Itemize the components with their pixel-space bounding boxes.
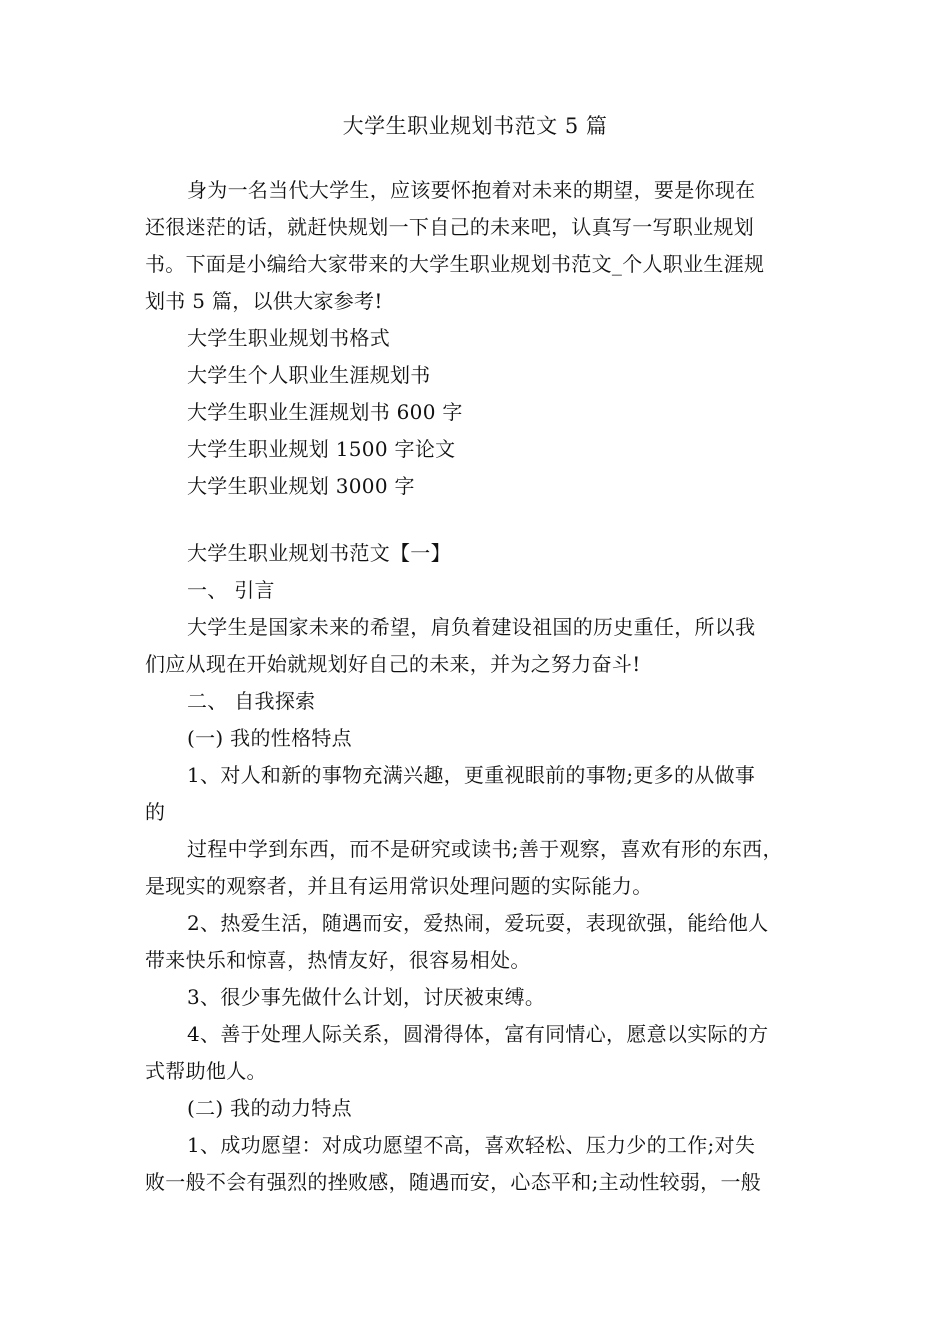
toc-item: 大学生职业规划书格式	[187, 326, 390, 350]
subsection-heading: 一、 引言	[187, 578, 275, 602]
intro-line: 还很迷茫的话，就赶快规划一下自己的未来吧，认真写一写职业规划	[145, 215, 754, 239]
intro-line: 身为一名当代大学生，应该要怀抱着对未来的期望，要是你现在	[187, 178, 756, 202]
subsection-heading: 二、 自我探索	[187, 689, 316, 713]
document-title: 大学生职业规划书范文 5 篇	[342, 114, 608, 138]
paragraph-line: 的	[145, 800, 166, 824]
paragraph-line: 1、成功愿望：对成功愿望不高，喜欢轻松、压力少的工作;对失	[187, 1133, 756, 1157]
paragraph-line: 败一般不会有强烈的挫败感，随遇而安，心态平和;主动性较弱，一般	[145, 1170, 762, 1194]
paragraph-line: 3、很少事先做什么计划，讨厌被束缚。	[187, 985, 546, 1009]
paragraph-line: 大学生是国家未来的希望，肩负着建设祖国的历史重任，所以我	[187, 615, 756, 639]
paragraph-line: 过程中学到东西，而不是研究或读书;善于观察，喜欢有形的东西，	[187, 837, 783, 861]
paragraph-line: 是现实的观察者，并且有运用常识处理问题的实际能力。	[145, 874, 653, 898]
intro-line: 书。下面是小编给大家带来的大学生职业规划书范文_个人职业生涯规	[145, 252, 765, 276]
paragraph-line: 们应从现在开始就规划好自己的未来，并为之努力奋斗!	[145, 652, 641, 676]
toc-item: 大学生职业规划 3000 字	[187, 474, 415, 498]
intro-line: 划书 5 篇，以供大家参考!	[145, 289, 383, 313]
subsubsection-heading: (一) 我的性格特点	[187, 726, 352, 750]
spacer	[145, 505, 810, 535]
toc-item: 大学生个人职业生涯规划书	[187, 363, 431, 387]
document-body	[145, 172, 810, 1201]
paragraph-line: 带来快乐和惊喜，热情友好，很容易相处。	[145, 948, 531, 972]
toc-item: 大学生职业规划 1500 字论文	[187, 437, 456, 461]
paragraph-line: 式帮助他人。	[145, 1059, 267, 1083]
paragraph-line: 2、热爱生活，随遇而安，爱热闹，爱玩耍，表现欲强，能给他人	[187, 911, 769, 935]
toc-item: 大学生职业生涯规划书 600 字	[187, 400, 463, 424]
section-heading: 大学生职业规划书范文【一】	[187, 541, 451, 565]
subsubsection-heading: (二) 我的动力特点	[187, 1096, 352, 1120]
paragraph-line: 1、对人和新的事物充满兴趣，更重视眼前的事物;更多的从做事	[187, 763, 756, 787]
paragraph-line: 4、善于处理人际关系，圆滑得体，富有同情心，愿意以实际的方	[187, 1022, 769, 1046]
